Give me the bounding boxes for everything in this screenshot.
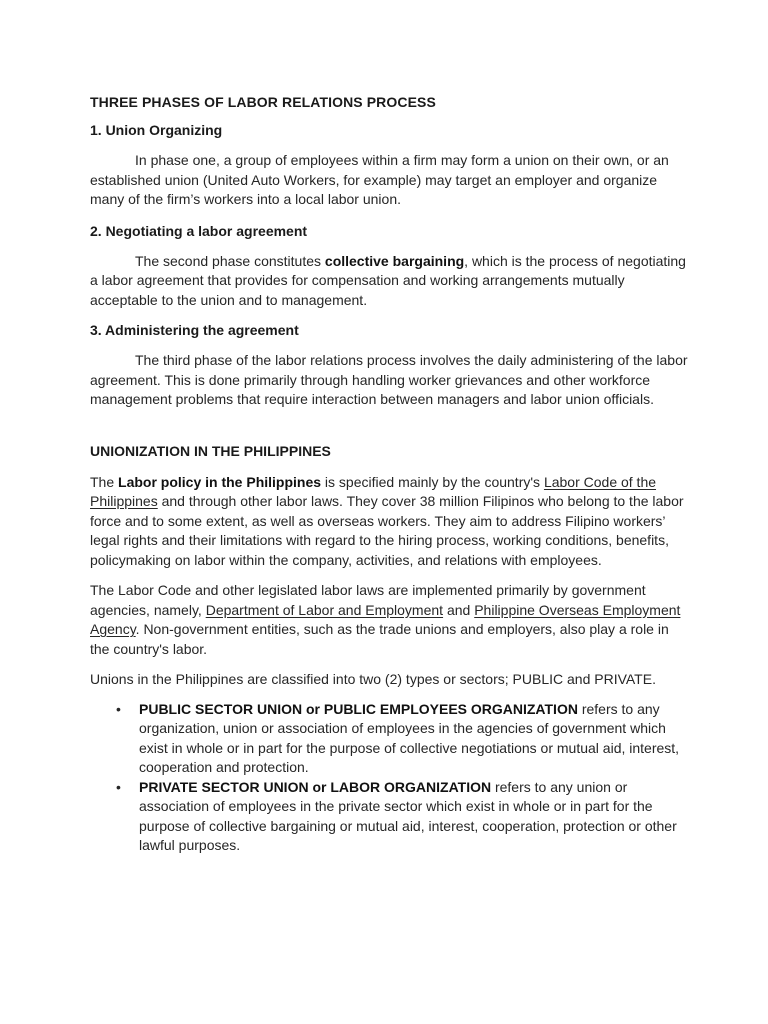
phase-3-heading: 3. Administering the agreement — [90, 322, 299, 338]
bullet-icon: • — [116, 700, 121, 717]
unionization-paragraph-3: Unions in the Philippines are classified into two (2) types or sectors; PUBLIC and PRIVATE. — [90, 671, 656, 687]
p2-text-3: . Non-government entities, such as the trade unions and employers, also play a role in the country's labor. — [90, 621, 669, 657]
private-sector-term: PRIVATE SECTOR UNION or LABOR ORGANIZATION — [139, 778, 492, 795]
collective-bargaining-term: collective bargaining — [324, 252, 465, 269]
phase-2-heading: 2. Negotiating a labor agreement — [90, 222, 308, 239]
bullet-icon: • — [116, 778, 121, 795]
p2-text-1: The Labor Code and other legislated labor laws are implemented primarily by government agencies, namely, — [90, 582, 646, 618]
union-types-list — [90, 700, 690, 856]
phase-1-heading: 1. Union Organizing — [90, 122, 223, 138]
public-sector-text: refers to any organization, union or association of employees in the agencies of government which exist in whole or in part for the purpose of collective negotiations or mutual aid, interest, cooperation and protection. — [139, 700, 680, 775]
list-item-private-sector — [90, 778, 690, 856]
poea-link[interactable]: Philippine Overseas Employment Agency — [90, 601, 681, 637]
p2-text-2: and — [443, 601, 475, 618]
phase-1-text: In phase one, a group of employees within a firm may form a union on their own, or an established union (United Auto Workers, for example) may target an employer and organize many of the firm’s workers into a local labor union. — [90, 152, 669, 207]
document-page — [90, 93, 690, 856]
labor-policy-term: Labor policy in the Philippines — [118, 473, 322, 490]
list-item-public-sector — [90, 700, 690, 778]
p1-text-1: The — [90, 473, 119, 490]
dole-link[interactable]: Department of Labor and Employment — [205, 601, 444, 618]
unionization-paragraph-2 — [90, 581, 690, 659]
phase-2-text — [90, 252, 690, 311]
document-title: THREE PHASES OF LABOR RELATIONS PROCESS — [90, 94, 436, 110]
unionization-paragraph-1 — [90, 473, 690, 571]
labor-code-link[interactable]: Labor Code of the Philippines — [90, 473, 657, 509]
private-sector-text: refers to any union or association of employees in the private sector which exist in whole or in part for the purpose of collective bargaining or mutual aid, interest, cooperation, protection or other lawful purposes. — [139, 778, 677, 853]
phase-2-text-before: The second phase constitutes — [135, 252, 325, 269]
phase-2-text-after: , which is the process of negotiating a labor agreement that provides for compensation and working arrangements mutually acceptable to the union and to management. — [90, 252, 686, 308]
public-sector-term: PUBLIC SECTOR UNION or PUBLIC EMPLOYEES ORGANIZATION — [139, 700, 578, 717]
p1-text-3: and through other labor laws. They cover 38 million Filipinos who belong to the labor force and to some extent, as well as overseas workers. They aim to address Filipino workers’ legal rights and their limitations with regard to the hiring process, working conditions, benefits, policymaking on labor within the company, activities, and relations with employees. — [90, 493, 684, 568]
phase-3-text: The third phase of the labor relations process involves the daily administering of the labor agreement. This is done primarily through handling worker grievances and other workforce management problems that require interaction between managers and labor union officials. — [90, 352, 688, 407]
unionization-heading: UNIONIZATION IN THE PHILIPPINES — [90, 442, 331, 459]
p1-text-2: is specified mainly by the country's — [321, 473, 544, 490]
